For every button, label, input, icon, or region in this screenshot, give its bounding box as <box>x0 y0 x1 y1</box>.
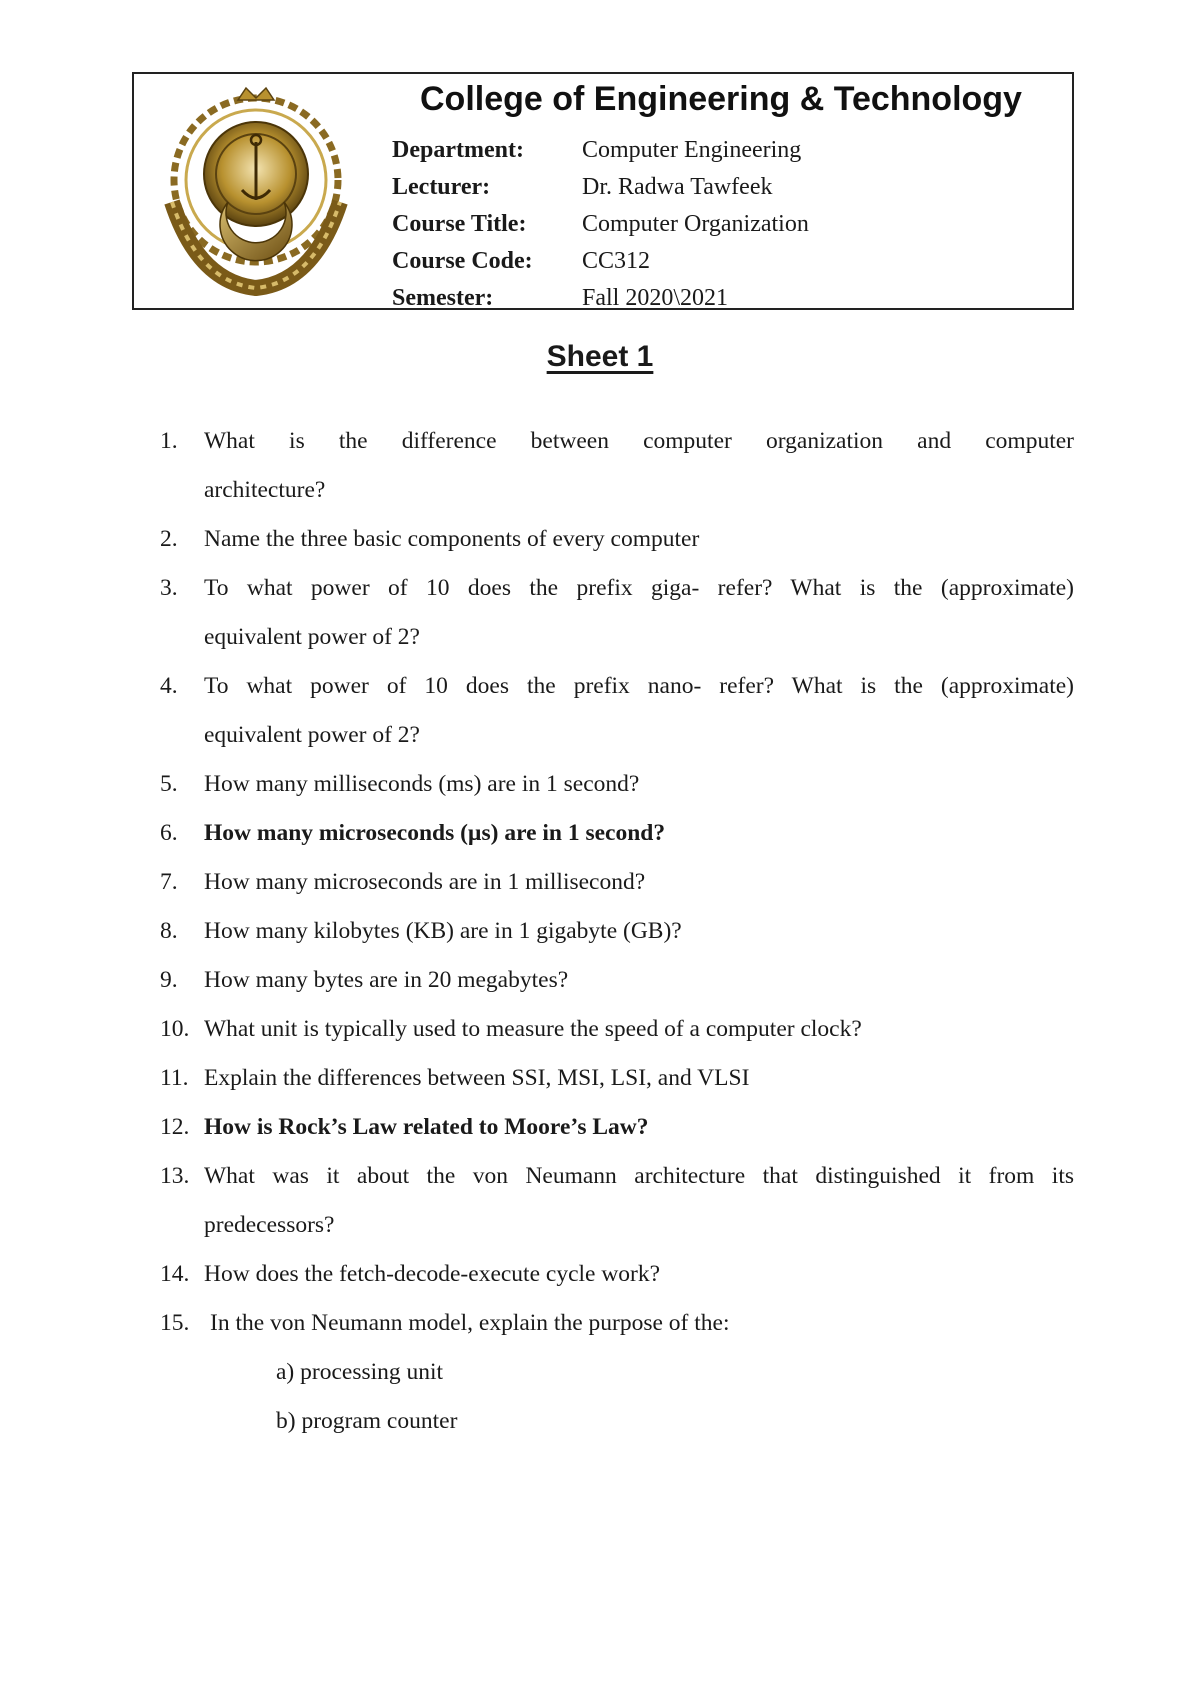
question-4-number: 4. <box>160 673 178 699</box>
lecturer-value: Dr. Radwa Tawfeek <box>582 174 773 200</box>
course-title-label: Course Title: <box>392 211 527 237</box>
question-4-line-1: To what power of 10 does the prefix nano- refer? What is the (approximate) <box>204 673 1074 699</box>
semester-value: Fall 2020\2021 <box>582 285 729 311</box>
question-13-line-2: predecessors? <box>204 1212 335 1238</box>
question-6-number: 6. <box>160 820 178 846</box>
college-title: College of Engineering & Technology <box>420 80 1022 118</box>
question-8-number: 8. <box>160 918 178 944</box>
question-2-number: 2. <box>160 526 178 552</box>
question-1-line-1: What is the difference between computer organization and computer <box>204 428 1074 454</box>
question-13-line-1: What was it about the von Neumann architecture that distinguished it from its <box>204 1163 1074 1189</box>
question-12-line-1: How is Rock’s Law related to Moore’s Law? <box>204 1114 649 1140</box>
question-3-line-2: equivalent power of 2? <box>204 624 420 650</box>
question-5-line-1: How many milliseconds (ms) are in 1 second? <box>204 771 640 797</box>
sheet-title-text: Sheet 1 <box>546 340 654 373</box>
question-7-number: 7. <box>160 869 178 895</box>
question-1-line-2: architecture? <box>204 477 326 503</box>
question-5-number: 5. <box>160 771 178 797</box>
question-11-line-1: Explain the differences between SSI, MSI, LSI, and VLSI <box>204 1065 750 1091</box>
question-13-number: 13. <box>160 1163 190 1189</box>
question-8-line-1: How many kilobytes (KB) are in 1 gigabyte (GB)? <box>204 918 682 944</box>
lecturer-label: Lecturer: <box>392 174 491 200</box>
question-15-number: 15. <box>160 1310 190 1336</box>
sub-item-a: a) processing unit <box>276 1359 444 1385</box>
question-11-number: 11. <box>160 1065 189 1091</box>
department-label: Department: <box>392 137 524 163</box>
question-2-line-1: Name the three basic components of every computer <box>204 526 700 552</box>
course-title-value: Computer Organization <box>582 211 809 237</box>
question-10-line-1: What unit is typically used to measure the speed of a computer clock? <box>204 1016 862 1042</box>
question-14-number: 14. <box>160 1261 190 1287</box>
question-14-line-1: How does the fetch-decode-execute cycle work? <box>204 1261 661 1287</box>
department-value: Computer Engineering <box>582 137 802 163</box>
question-9-number: 9. <box>160 967 178 993</box>
question-10-number: 10. <box>160 1016 190 1042</box>
question-1-number: 1. <box>160 428 178 454</box>
question-4-line-2: equivalent power of 2? <box>204 722 420 748</box>
sub-item-b: b) program counter <box>276 1408 458 1434</box>
question-3-number: 3. <box>160 575 178 601</box>
question-15-line-1: In the von Neumann model, explain the purpose of the: <box>210 1310 730 1336</box>
question-9-line-1: How many bytes are in 20 megabytes? <box>204 967 569 993</box>
course-code-value: CC312 <box>582 248 651 274</box>
course-code-label: Course Code: <box>392 248 533 274</box>
question-3-line-1: To what power of 10 does the prefix giga- refer? What is the (approximate) <box>204 575 1074 601</box>
question-6-line-1: How many microseconds (µs) are in 1 second? <box>204 820 666 846</box>
semester-label: Semester: <box>392 285 494 311</box>
question-7-line-1: How many microseconds are in 1 millisecond? <box>204 869 646 895</box>
question-12-number: 12. <box>160 1114 190 1140</box>
